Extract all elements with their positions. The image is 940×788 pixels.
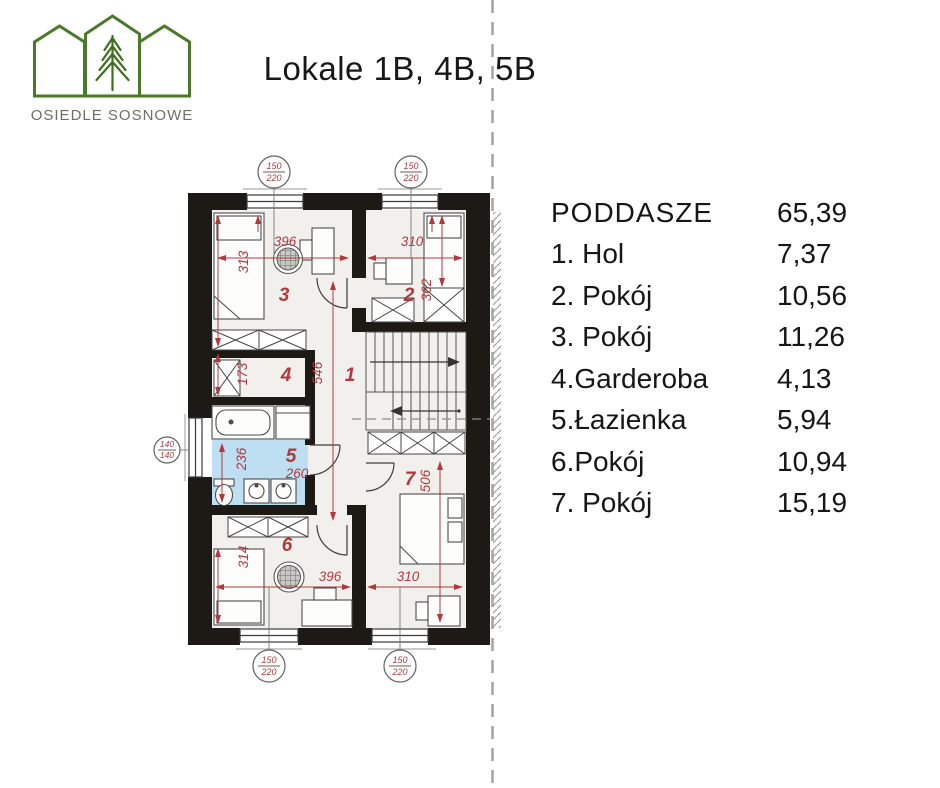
exterior-hatch bbox=[493, 212, 501, 628]
desk-room2 bbox=[386, 258, 412, 284]
svg-text:220: 220 bbox=[266, 173, 282, 183]
room-number-7: 7 bbox=[404, 469, 416, 490]
room-number-4: 4 bbox=[280, 365, 292, 386]
house-left bbox=[35, 26, 85, 96]
desk-room6 bbox=[302, 600, 352, 626]
dim-room2-height: 362 bbox=[419, 278, 434, 302]
room-number-6: 6 bbox=[281, 535, 293, 556]
room-number-2: 2 bbox=[403, 285, 415, 306]
house-right bbox=[140, 26, 190, 96]
svg-text:150: 150 bbox=[266, 161, 282, 171]
legend-row-3 bbox=[551, 317, 847, 359]
room-area: 7,37 bbox=[777, 238, 832, 270]
dim-room3-height: 313 bbox=[236, 250, 251, 274]
area-table bbox=[551, 192, 847, 524]
washer bbox=[276, 406, 310, 439]
dim-bath-height: 236 bbox=[234, 447, 249, 471]
room-number-hol: 1 bbox=[344, 365, 356, 386]
room-area: 4,13 bbox=[777, 362, 832, 394]
room-area: 5,94 bbox=[777, 404, 832, 436]
legend-row-6 bbox=[551, 441, 847, 483]
window-badge-top-right bbox=[395, 156, 427, 188]
desk-room7 bbox=[428, 596, 460, 626]
legend-row-1 bbox=[551, 234, 847, 276]
room-label: 3. Pokój bbox=[551, 321, 653, 353]
floor-name: PODDASZE bbox=[551, 196, 714, 228]
dim-room2-width: 310 bbox=[400, 234, 424, 249]
svg-text:140: 140 bbox=[159, 439, 175, 449]
legend-row-5 bbox=[551, 400, 847, 442]
dim-room7-width: 310 bbox=[396, 569, 420, 584]
legend-row-7 bbox=[551, 483, 847, 525]
floor-total-area: 65,39 bbox=[777, 196, 848, 228]
toilet bbox=[216, 485, 233, 506]
window-badge-side-left bbox=[154, 437, 180, 463]
window-badge-bottom-left bbox=[253, 650, 285, 682]
dim-hall-length: 546 bbox=[310, 361, 325, 385]
dim-garderoba-height: 173 bbox=[235, 362, 250, 386]
legend-row-4 bbox=[551, 358, 847, 400]
svg-text:220: 220 bbox=[261, 667, 277, 677]
svg-text:150: 150 bbox=[392, 655, 408, 665]
legend-row-2 bbox=[551, 275, 847, 317]
room-label: 6.Pokój bbox=[551, 445, 645, 477]
dim-room6-height: 314 bbox=[236, 545, 251, 569]
svg-text:220: 220 bbox=[403, 173, 419, 183]
svg-text:150: 150 bbox=[403, 161, 419, 171]
room-label: 2. Pokój bbox=[551, 279, 653, 311]
room-label: 5.Łazienka bbox=[551, 404, 687, 436]
room-number-5: 5 bbox=[285, 446, 297, 467]
dim-room7-height: 506 bbox=[418, 469, 433, 493]
desk-room3 bbox=[312, 228, 334, 274]
legend-header-row bbox=[551, 192, 847, 234]
svg-text:140: 140 bbox=[159, 450, 175, 460]
logo-houses-icon bbox=[28, 12, 196, 98]
dim-room3-width: 396 bbox=[273, 234, 297, 249]
logo bbox=[28, 12, 196, 124]
page-title: Lokale 1B, 4B, 5B bbox=[263, 50, 537, 87]
svg-text:220: 220 bbox=[392, 667, 408, 677]
dim-bath-width: 260 bbox=[285, 466, 309, 481]
room-area: 15,19 bbox=[777, 487, 848, 519]
svg-text:150: 150 bbox=[261, 655, 277, 665]
room-label: 4.Garderoba bbox=[551, 362, 709, 394]
window-badge-top-left bbox=[258, 156, 290, 188]
room-number-3: 3 bbox=[278, 285, 290, 306]
dim-room6-width: 396 bbox=[318, 569, 342, 584]
room-area: 10,94 bbox=[777, 445, 848, 477]
room-area: 11,26 bbox=[777, 321, 845, 353]
room-area: 10,56 bbox=[777, 279, 848, 311]
logo-text: OSIEDLE SOSNOWE bbox=[30, 107, 194, 124]
room-label: 7. Pokój bbox=[551, 487, 653, 519]
window-badge-bottom-right bbox=[384, 650, 416, 682]
room-label: 1. Hol bbox=[551, 238, 625, 270]
